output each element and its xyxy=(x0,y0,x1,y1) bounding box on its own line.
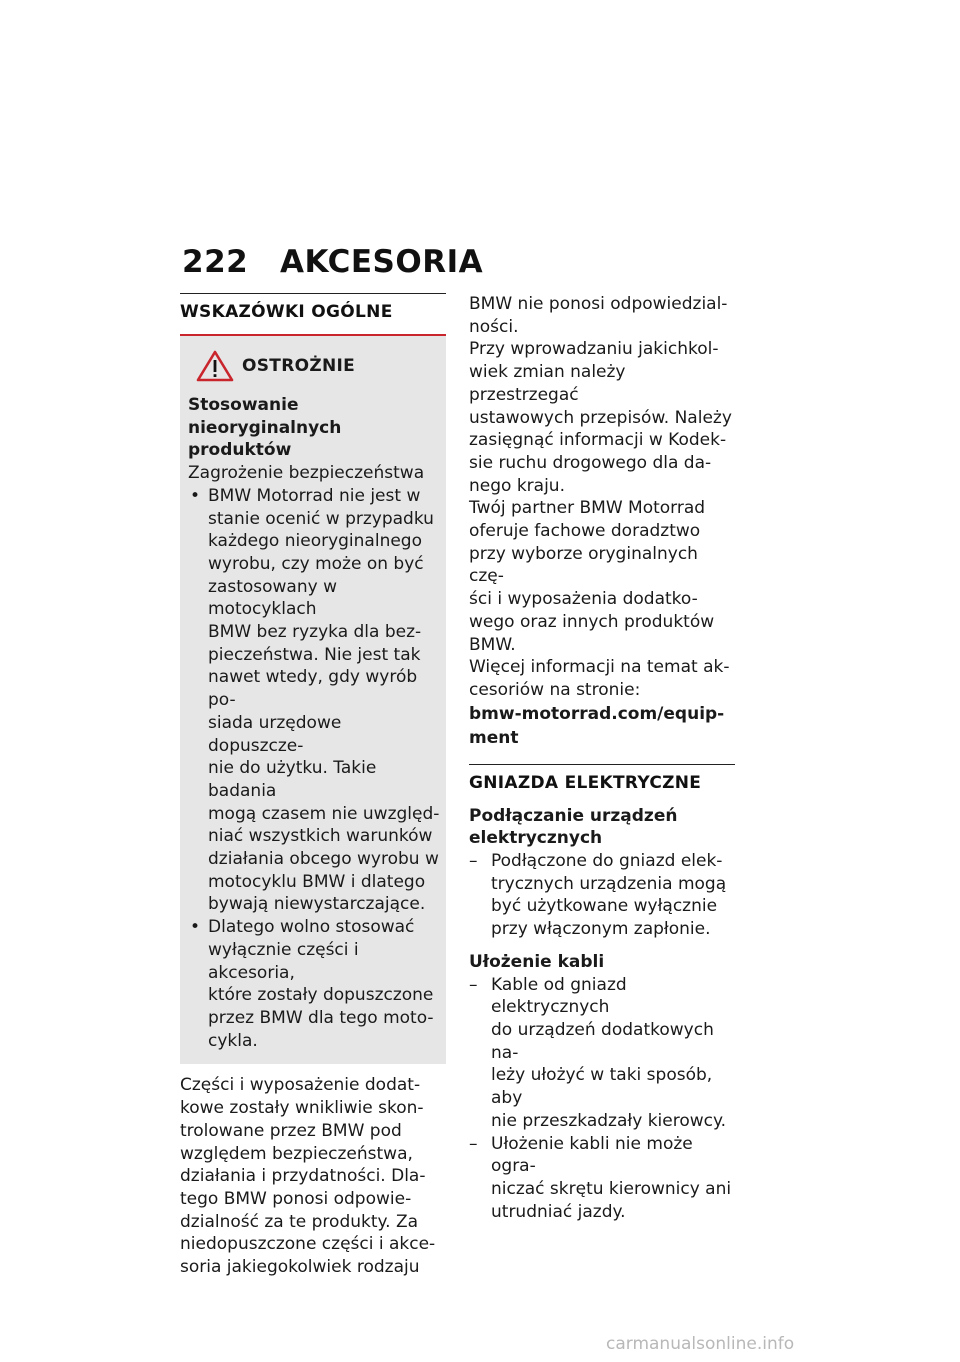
text-line: Podłączone do gniazd elek- xyxy=(491,851,723,872)
text-line: ści i wyposażenia dodatko- xyxy=(469,589,698,610)
text-line: BMW bez ryzyka dla bez- xyxy=(208,622,422,643)
page-header xyxy=(182,244,483,280)
dash-item: – Kable od gniazd elektrycznych do urządzeń dodatkowych na- leży ułożyć w taki sposób, aby nie przeszkadzały kierowcy. xyxy=(469,974,735,1133)
text-line: utrudniać jazdy. xyxy=(491,1201,626,1222)
text-line: zastosowany w motocyklach xyxy=(208,576,337,620)
warning-heading-line: produktów xyxy=(188,440,292,461)
warning-bullet: • BMW Motorrad nie jest w stanie ocenić w przypadku każdego nieoryginalnego wyrobu, czy może on być zastosowany w motocyklach BMW bez ryzyka dla bez- pieczeństwa. Nie jest tak nawet wtedy, gdy wyrób po- siada urzędowe dopuszcze- nie do użytku. Takie badania mogą czasem nie uwzględ- niać wszystkich warunków działania obcego wyrobu w motocyklu BMW i dlatego bywają niewystarczające. xyxy=(190,485,440,915)
text-line: sie ruchu drogowego dla da- xyxy=(469,452,712,473)
text-line: oferuje fachowe doradztwo xyxy=(469,521,701,542)
subheading-connecting xyxy=(469,805,735,850)
watermark: carmanualsonline.info xyxy=(606,1334,795,1354)
text-line: Dlatego wolno stosować xyxy=(208,917,415,938)
page-number: 222 xyxy=(182,244,249,280)
text-line: wyłącznie części i akcesoria, xyxy=(208,939,359,983)
text-line: zasięgnąć informacji w Kodek- xyxy=(469,430,727,451)
text-line: siada urzędowe dopuszcze- xyxy=(208,712,342,756)
link-line[interactable]: ment xyxy=(469,727,519,748)
warning-header xyxy=(196,350,440,382)
dash-list xyxy=(469,850,735,941)
warning-bullet: • Dlatego wolno stosować wyłącznie części i akcesoria, które zostały dopuszczone przez BMW dla tego moto- cykla. xyxy=(188,916,440,1052)
text-line: Ułożenie kabli nie może ogra- xyxy=(491,1133,693,1177)
text-line: soria jakiegokolwiek rodzaju xyxy=(180,1257,420,1278)
accessories-link[interactable] xyxy=(469,702,735,750)
text-line: BMW Motorrad nie jest w xyxy=(208,485,421,506)
text-line: stanie ocenić w przypadku xyxy=(208,508,434,529)
text-line: nego kraju. xyxy=(469,475,565,496)
text-line: niać wszystkich warunków xyxy=(208,826,433,847)
text-line: nie do użytku. Takie badania xyxy=(208,758,377,801)
text-line: Więcej informacji na temat ak- xyxy=(469,657,730,678)
body-paragraph xyxy=(469,497,735,656)
body-paragraph xyxy=(180,1074,446,1278)
text-line: mogą czasem nie uwzględ- xyxy=(208,803,440,824)
text-line: ustawowych przepisów. Należy xyxy=(469,407,732,428)
text-line: trolowane przez BMW pod xyxy=(180,1120,402,1141)
text-line: do urządzeń dodatkowych na- xyxy=(491,1019,714,1063)
text-line: BMW nie ponosi odpowiedzial- xyxy=(469,294,728,314)
text-line: kowe zostały wnikliwie skon- xyxy=(180,1098,424,1119)
spacer xyxy=(469,941,735,951)
text-line: przy wyborze oryginalnych czę- xyxy=(469,543,698,587)
warning-heading xyxy=(188,394,440,462)
text-line: motocyklu BMW i dlatego xyxy=(208,871,426,892)
right-column xyxy=(469,293,735,1223)
text-line: cesoriów na stronie: xyxy=(469,679,641,700)
text-line: nawet wtedy, gdy wyrób po- xyxy=(208,667,418,711)
dash-item: – Ułożenie kabli nie może ogra- niczać skrętu kierownicy ani utrudniać jazdy. xyxy=(469,1133,735,1224)
left-column xyxy=(180,293,446,1279)
section-title-general: WSKAZÓWKI OGÓLNE xyxy=(180,293,446,334)
text-line: Przy wprowadzaniu jakichkol- xyxy=(469,339,719,360)
text-line: Kable od gniazd elektrycznych xyxy=(491,974,627,1018)
warning-box xyxy=(180,334,446,1064)
text-line: przez BMW dla tego moto- xyxy=(208,1007,434,1028)
text-line: Podłączanie urządzeń xyxy=(469,805,678,826)
text-line: przy włączonym zapłonie. xyxy=(491,919,711,940)
text-line: Części i wyposażenie dodat- xyxy=(180,1075,421,1096)
text-line: tego BMW ponosi odpowie- xyxy=(180,1188,412,1209)
warning-signal-word: OSTROŻNIE xyxy=(242,356,356,376)
text-line: trycznych urządzenia mogą xyxy=(491,873,727,894)
subheading-cables: Ułożenie kabli xyxy=(469,951,605,972)
chapter-title: AKCESORIA xyxy=(280,244,484,280)
spacer xyxy=(469,750,735,764)
body-paragraph xyxy=(469,656,735,701)
text-line: które zostały dopuszczone xyxy=(208,985,434,1006)
warning-bullet-list xyxy=(188,485,440,1053)
text-line: niczać skrętu kierownicy ani xyxy=(491,1178,732,1199)
dash-item: – Podłączone do gniazd elek- trycznych urządzenia mogą być użytkowane wyłącznie przy włączonym zapłonie. xyxy=(469,850,735,941)
text-line: elektrycznych xyxy=(469,828,603,849)
text-line: każdego nieoryginalnego xyxy=(208,531,422,552)
warning-hazard: Zagrożenie bezpieczeństwa xyxy=(188,463,425,484)
text-line: niedopuszczone części i akce- xyxy=(180,1234,436,1255)
text-line: bywają niewystarczające. xyxy=(208,894,426,915)
text-line: wego oraz innych produktów xyxy=(469,611,715,632)
text-line: działania i przydatności. Dla- xyxy=(180,1166,426,1187)
warning-heading-line: Stosowanie nieoryginalnych xyxy=(188,395,342,438)
text-line: być użytkowane wyłącznie xyxy=(491,896,718,917)
text-line: wiek zmian należy przestrzegać xyxy=(469,362,626,405)
text-line: BMW. xyxy=(469,634,516,655)
text-line: wyrobu, czy może on być xyxy=(208,553,424,574)
text-line: Twój partner BMW Motorrad xyxy=(469,498,706,519)
body-paragraph xyxy=(469,338,735,497)
warning-triangle-icon xyxy=(196,350,234,382)
text-line: względem bezpieczeństwa, xyxy=(180,1143,413,1164)
dash-list xyxy=(469,974,735,1224)
text-line: nie przeszkadzały kierowcy. xyxy=(491,1110,727,1131)
text-line: działania obcego wyrobu w xyxy=(208,849,439,870)
text-line: ności. xyxy=(469,316,519,337)
text-line: cykla. xyxy=(208,1030,258,1051)
link-line[interactable]: bmw-motorrad.com/equip- xyxy=(469,703,725,724)
body-paragraph xyxy=(469,293,735,338)
text-line: pieczeństwa. Nie jest tak xyxy=(208,644,421,665)
text-line: dzialność za te produkty. Za xyxy=(180,1211,419,1232)
spacer xyxy=(180,1064,446,1074)
text-line: leży ułożyć w taki sposób, aby xyxy=(491,1065,713,1109)
section-title-sockets: GNIAZDA ELEKTRYCZNE xyxy=(469,764,735,805)
